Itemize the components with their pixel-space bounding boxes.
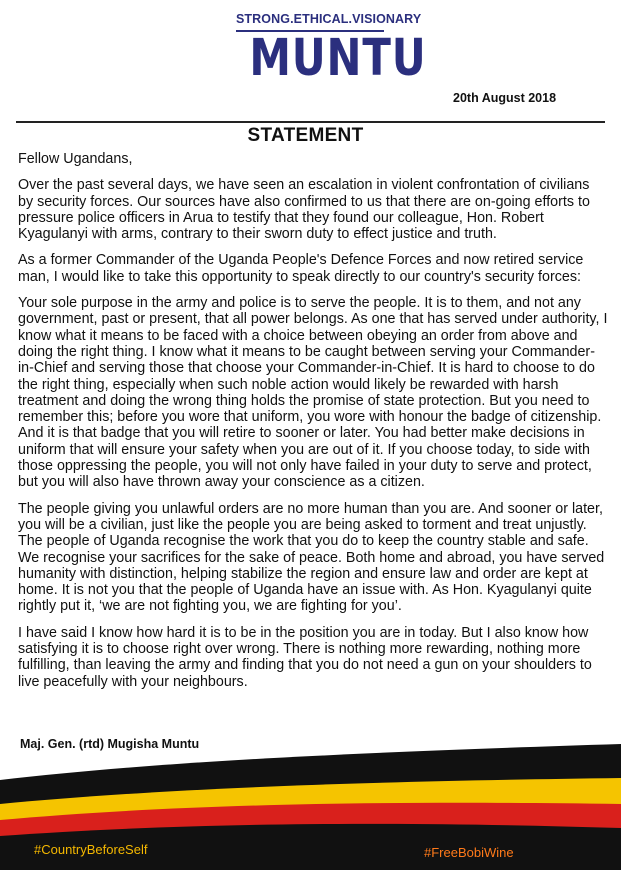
paragraph-3: Your sole purpose in the army and police is to serve the people. It is to them, and not any government, past or present, that all power belongs. As one that has served under authority, I know what it means to be faced with a choice between obeying an order from above and doing the right thing. I know what it means to be caught between serving your Commander-in-Chief and serving those that choose your Commander-in-Chief. It is hard to choose to do the right thing, especially when such noble action would likely be rewarded with harsh treatment and doing the wrong thing holds the promise of state protection. But you need to remember this; before you wore that uniform, you wore with honour the badge of citizenship. And it is that badge that you will retire to sooner or later. You had better make decisions in uniform that will ensure your safety when you are out of it. If you choose today, to side with those oppressing the people, you will not only have failed in your duty to serve and protect, but you will also have thrown away your conscience as a citizen. xyxy=(18,295,608,491)
statement-date: 20th August 2018 xyxy=(453,91,557,105)
logo-tagline: STRONG.ETHICAL.VISIONARY xyxy=(236,10,384,32)
paragraph-5: I have said I know how hard it is to be in the position you are in today. But I also know how satisfying it is to choose right over wrong. There is nothing more rewarding, nothing more fulfilling, than leaving the army and finding that you do not need a gun on your shoulders to live peacefully with your neighbours. xyxy=(18,624,592,690)
paragraph-1: Over the past several days, we have seen an escalation in violent confrontation of civilians by security forces. Our sources have also confirmed to us that there are on-going efforts to pressure police officers in Arua to testify that they found our colleague, Hon. Robert Kyagulanyi with arms, contrary to their sworn duty to effect justice and truth. xyxy=(18,177,590,243)
statement-body xyxy=(18,151,608,700)
logo-brand: MUNTU xyxy=(249,29,427,88)
hashtag-free-bobi-wine: #FreeBobiWine xyxy=(424,845,514,860)
page-title: STATEMENT xyxy=(247,125,364,146)
salutation: Fellow Ugandans, xyxy=(18,151,133,167)
paragraph-4: The people giving you unlawful orders are no more human than you are. And sooner or later, you will be a civilian, just like the people you are being asked to torment and treat unjustly. The people of Uganda recognise the work that you do to keep the country stable and safe. We recognise your sacrifices for the sake of peace. Both home and abroad, you have served humanity with distinction, helping stabilize the region and ensure law and order are kept at home. It is not you that the people of Uganda have an issue with. As Hon. Kyagulanyi quite rightly put it, ‘we are not fighting you, we are fighting for you’. xyxy=(18,500,605,615)
hashtag-country-before-self: #CountryBeforeSelf xyxy=(34,842,148,857)
signature: Maj. Gen. (rtd) Mugisha Muntu xyxy=(20,737,200,751)
logo xyxy=(236,10,427,88)
header-divider xyxy=(16,121,605,123)
paragraph-2: As a former Commander of the Uganda People's Defence Forces and now retired service man, I would like to take this opportunity to speak directly to our country's security forces: xyxy=(18,252,584,285)
